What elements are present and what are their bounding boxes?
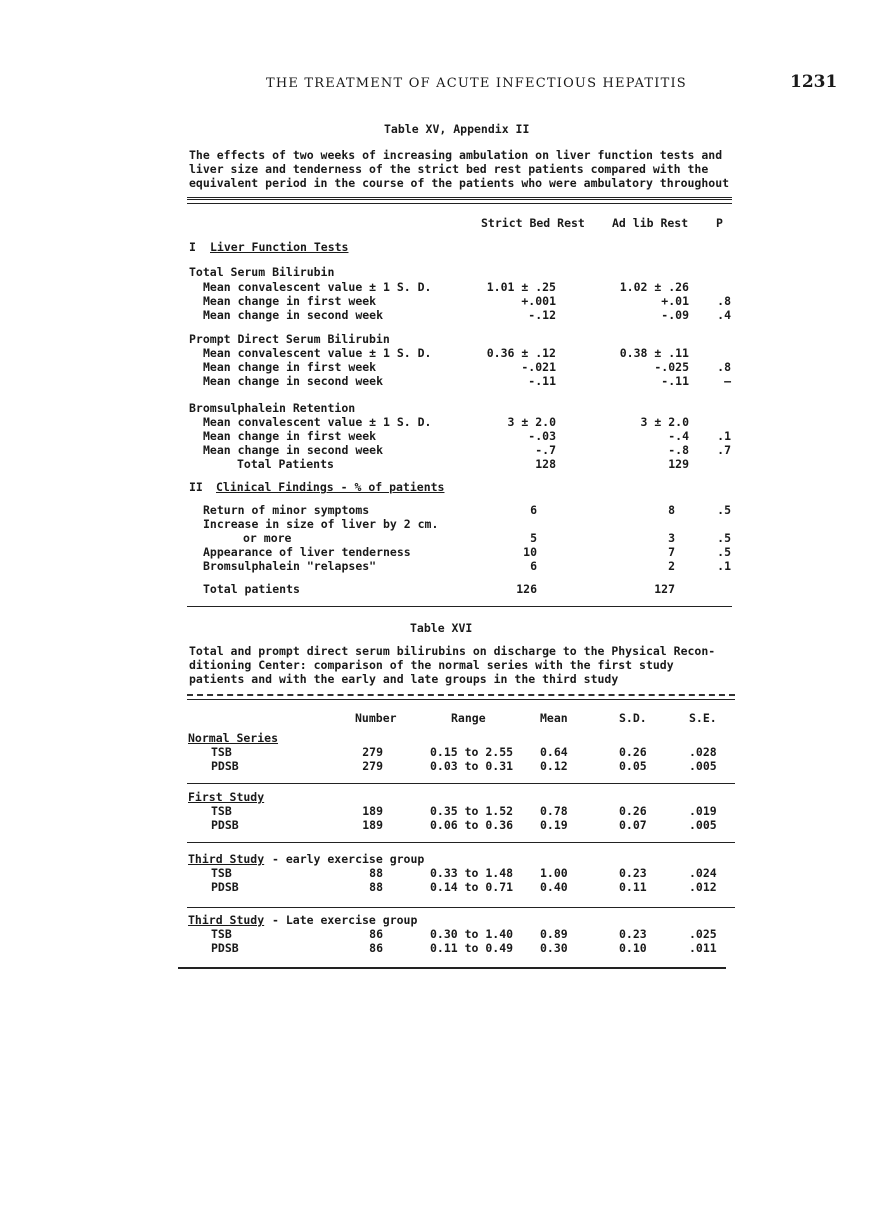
ad-lib-rest-value: -.4 [668,429,689,443]
clinical-row-label: or more [243,531,292,545]
range-cell: 0.35 to 1.52 [430,804,514,818]
p-value: .8 [717,294,731,308]
row-label: PDSB [211,880,239,894]
number-cell: 86 [369,927,383,941]
row-label: TSB [211,927,232,941]
sd-cell: 0.07 [619,818,647,832]
row-label: Mean change in first week [203,360,377,374]
row-label: Mean change in second week [203,443,384,457]
ad-lib-rest-value: 0.38 ± .11 [619,346,689,360]
group-title: Third Study [188,913,265,927]
number-cell: 279 [362,745,383,759]
caption-line: patients and with the early and late groups in the third study [189,672,619,686]
strict-bed-rest-value: 6 [530,503,537,517]
range-cell: 0.14 to 0.71 [430,880,514,894]
col-range: Range [451,711,486,725]
strict-bed-rest-value: -.03 [528,429,556,443]
row-label: PDSB [211,941,239,955]
strict-bed-rest-value: 3 ± 2.0 [507,415,556,429]
row-label: Mean change in second week [203,374,384,388]
table16-bottom-rule [178,967,726,969]
col-p: P [716,216,723,230]
mean-cell: 0.19 [540,818,568,832]
sd-cell: 0.11 [619,880,647,894]
row-label: Mean convalescent value ± 1 S. D. [203,346,432,360]
section2-number: II [189,480,203,494]
row-label: PDSB [211,818,239,832]
sd-cell: 0.05 [619,759,647,773]
strict-bed-rest-value: 10 [523,545,537,559]
group-title: Normal Series [188,731,279,745]
ad-lib-rest-value: 7 [668,545,675,559]
sd-cell: 0.26 [619,745,647,759]
ad-lib-rest-value: 1.02 ± .26 [619,280,689,294]
ad-lib-rest-value: -.11 [661,374,689,388]
se-cell: .012 [689,880,717,894]
ad-lib-rest-value: 2 [668,559,675,573]
table16-top-rule [187,694,735,696]
table16-caption [189,644,715,686]
sd-cell: 0.26 [619,804,647,818]
se-cell: .011 [689,941,717,955]
row-label: Total Patients [237,457,334,471]
ad-lib-rest-value: -.025 [654,360,689,374]
group-separator-rule [187,907,735,908]
col-sd: S.D. [619,711,647,725]
strict-bed-rest-value: 5 [530,531,537,545]
ad-lib-rest-value: 3 [668,531,675,545]
p-value: .1 [717,559,731,573]
clinical-row-label: Bromsulphalein "relapses" [203,559,377,573]
section1-title: Liver Function Tests [210,240,349,254]
range-cell: 0.11 to 0.49 [430,941,514,955]
mean-cell: 0.40 [540,880,568,894]
strict-bed-rest-value: +.001 [521,294,556,308]
section2-title: Clinical Findings - % of patients [216,480,445,494]
range-cell: 0.30 to 1.40 [430,927,514,941]
group-title: Third Study [188,852,265,866]
se-cell: .005 [689,759,717,773]
number-cell: 86 [369,941,383,955]
p-value: .1 [717,429,731,443]
row-label: TSB [211,804,232,818]
p-value: .8 [717,360,731,374]
mean-cell: 1.00 [540,866,568,880]
number-cell: 279 [362,759,383,773]
mean-cell: 0.78 [540,804,568,818]
mean-cell: 0.12 [540,759,568,773]
table15-top-rule [187,197,732,200]
p-value: .5 [717,531,731,545]
se-cell: .025 [689,927,717,941]
row-label: Mean change in second week [203,308,384,322]
range-cell: 0.06 to 0.36 [430,818,514,832]
group-subtitle: - Late exercise group [272,913,418,927]
clinical-row-label: Total patients [203,582,300,596]
clinical-row-label: Increase in size of liver by 2 cm. [203,517,439,531]
number-cell: 88 [369,866,383,880]
strict-bed-rest-value: 1.01 ± .25 [486,280,556,294]
table15-title: Table XV, Appendix II [384,122,530,136]
strict-bed-rest-value: 6 [530,559,537,573]
col-se: S.E. [689,711,717,725]
group-separator-rule [187,783,735,784]
p-value: .4 [717,308,731,322]
row-label: Mean change in first week [203,429,377,443]
table16-title: Table XVI [410,621,473,635]
strict-bed-rest-value: -.12 [528,308,556,322]
caption-line: Total and prompt direct serum bilirubins on discharge to the Physical Recon- [189,644,716,658]
p-value: .5 [717,545,731,559]
col-ad-lib-rest: Ad lib Rest [612,216,689,230]
se-cell: .005 [689,818,717,832]
ad-lib-rest-value: 8 [668,503,675,517]
caption-line: equivalent period in the course of the patients who were ambulatory throughout [189,176,730,190]
row-label: PDSB [211,759,239,773]
number-cell: 88 [369,880,383,894]
col-strict-bed-rest: Strict Bed Rest [481,216,585,230]
group-separator-rule [187,842,735,843]
mean-cell: 0.89 [540,927,568,941]
group-subtitle: - early exercise group [272,852,425,866]
caption-line: The effects of two weeks of increasing ambulation on liver function tests and [189,148,723,162]
row-label: Mean convalescent value ± 1 S. D. [203,415,432,429]
ad-lib-rest-value: 3 ± 2.0 [640,415,689,429]
ad-lib-rest-value: 127 [654,582,675,596]
sd-cell: 0.23 [619,866,647,880]
p-value: .5 [717,503,731,517]
mean-cell: 0.64 [540,745,568,759]
caption-line: liver size and tenderness of the strict bed rest patients compared with the [189,162,709,176]
number-cell: 189 [362,804,383,818]
strict-bed-rest-value: -.7 [535,443,556,457]
se-cell: .019 [689,804,717,818]
col-number: Number [355,711,397,725]
range-cell: 0.15 to 2.55 [430,745,514,759]
caption-line: ditioning Center: comparison of the normal series with the first study [189,658,674,672]
row-label: TSB [211,866,232,880]
table16-top-rule-2 [187,699,735,700]
row-label: Mean change in first week [203,294,377,308]
sd-cell: 0.10 [619,941,647,955]
clinical-row-label: Return of minor symptoms [203,503,370,517]
p-value: .7 [717,443,731,457]
se-cell: .024 [689,866,717,880]
col-mean: Mean [540,711,568,725]
row-label: Total Serum Bilirubin [189,265,335,279]
ad-lib-rest-value: -.09 [661,308,689,322]
table15-bottom-rule [187,606,732,607]
ad-lib-rest-value: 129 [668,457,689,471]
sd-cell: 0.23 [619,927,647,941]
running-title: THE TREATMENT OF ACUTE INFECTIOUS HEPATITIS [266,76,687,91]
section1-number: I [189,240,196,254]
mean-cell: 0.30 [540,941,568,955]
page-number: 1231 [790,72,838,92]
range-cell: 0.33 to 1.48 [430,866,514,880]
strict-bed-rest-value: 0.36 ± .12 [486,346,556,360]
ad-lib-rest-value: +.01 [661,294,689,308]
ad-lib-rest-value: -.8 [668,443,689,457]
row-label: Bromsulphalein Retention [189,401,356,415]
table15-top-rule-2 [187,203,732,204]
range-cell: 0.03 to 0.31 [430,759,514,773]
strict-bed-rest-value: 126 [516,582,537,596]
strict-bed-rest-value: 128 [535,457,556,471]
number-cell: 189 [362,818,383,832]
strict-bed-rest-value: -.11 [528,374,556,388]
se-cell: .028 [689,745,717,759]
row-label: Prompt Direct Serum Bilirubin [189,332,390,346]
p-value: — [724,374,731,388]
row-label: TSB [211,745,232,759]
row-label: Mean convalescent value ± 1 S. D. [203,280,432,294]
clinical-row-label: Appearance of liver tenderness [203,545,411,559]
strict-bed-rest-value: -.021 [521,360,556,374]
group-title: First Study [188,790,265,804]
table15-caption [189,148,729,190]
